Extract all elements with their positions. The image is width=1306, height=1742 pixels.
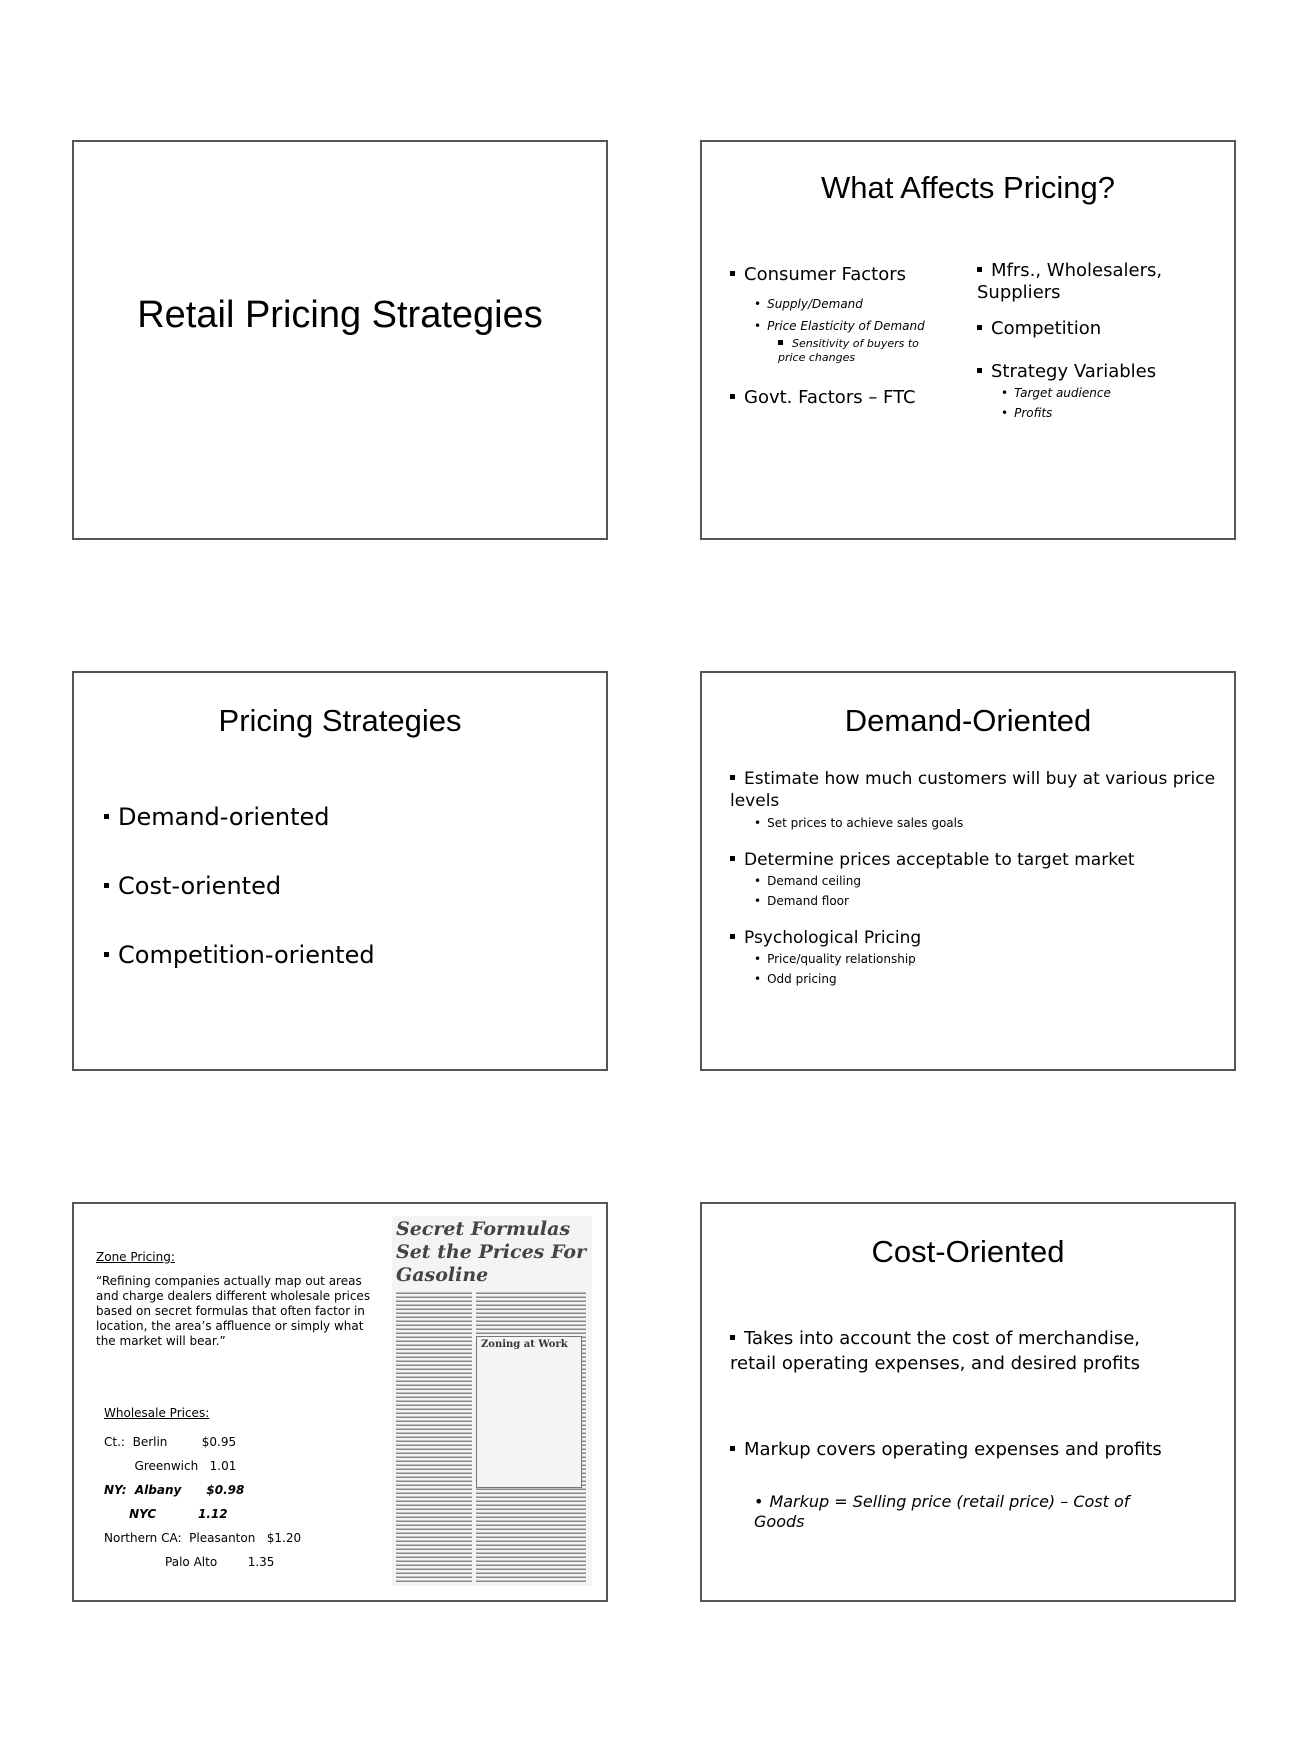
bullet-takes-into-account: Takes into account the cost of merchandise, retail operating expenses, and desired profits (730, 1326, 1170, 1376)
clipping-inset-table (476, 1336, 582, 1488)
sub-sub-bullet-sensitivity: Sensitivity of buyers to price changes (778, 337, 928, 365)
clipping-headline: Secret Formulas Set the Prices For Gasoline (396, 1218, 587, 1286)
slide-demand-oriented (700, 671, 1236, 1071)
zone-pricing-label: Zone Pricing: (96, 1250, 175, 1264)
slide-pricing-strategies (72, 671, 608, 1071)
price-greenwich: 1.01 (209, 1459, 237, 1473)
left-column (730, 264, 965, 408)
slide-title: What Affects Pricing? (820, 170, 1116, 205)
price-row-albany (104, 1478, 404, 1502)
bullet-markup-covers: Markup covers operating expenses and profits (730, 1438, 1170, 1462)
slide-cost-oriented (700, 1202, 1236, 1602)
state-label-ct: Ct.: (104, 1435, 125, 1449)
price-pleasanton: $1.20 (266, 1531, 302, 1545)
city-palo-alto: Palo Alto (165, 1555, 218, 1569)
price-berlin: $0.95 (201, 1435, 237, 1449)
price-row-berlin (104, 1430, 404, 1454)
bullet-list (730, 768, 1220, 986)
sub-bullet-price-elasticity: • Price Elasticity of Demand (754, 319, 965, 333)
bullet-determine-prices: Determine prices acceptable to target market (730, 850, 1220, 870)
slide-title: Retail Pricing Strategies (137, 294, 543, 336)
sub-bullet-target-audience: • Target audience (1001, 386, 1197, 400)
sub-bullet-odd-pricing: • Odd pricing (754, 972, 1220, 986)
bullet-competition-oriented: Competition-oriented (104, 941, 375, 969)
right-column (977, 260, 1197, 420)
bullet-cost-oriented: Cost-oriented (104, 872, 281, 900)
bullet-consumer-factors: Consumer Factors (730, 264, 965, 285)
price-row-pleasanton (104, 1526, 404, 1550)
price-row-greenwich (104, 1454, 404, 1478)
bullet-demand-oriented: Demand-oriented (104, 803, 330, 831)
clipping-inset-title: Zoning at Work (481, 1339, 568, 1350)
city-greenwich: Greenwich (134, 1459, 199, 1473)
bullet-strategy-variables: Strategy Variables (977, 361, 1197, 382)
sub-bullet-price-quality: • Price/quality relationship (754, 952, 1220, 966)
slide-retail-pricing-strategies (72, 140, 608, 540)
city-nyc: NYC (129, 1507, 157, 1521)
sub-bullet-demand-floor: • Demand floor (754, 894, 1220, 908)
slide-title: Pricing Strategies (218, 703, 462, 738)
sub-bullet-markup-formula: • Markup = Selling price (retail price) – Cost of Goods (754, 1492, 1174, 1532)
bullet-estimate: Estimate how much customers will buy at various price levels (730, 768, 1220, 812)
state-label-northern-ca: Northern CA: (104, 1531, 182, 1545)
city-pleasanton: Pleasanton (189, 1531, 256, 1545)
slide-zone-pricing (72, 1202, 608, 1602)
sub-bullet-supply-demand: • Supply/Demand (754, 297, 965, 311)
bullet-psychological-pricing: Psychological Pricing (730, 928, 1220, 948)
slide-title: Demand-Oriented (844, 703, 1092, 738)
bullet-govt-factors: Govt. Factors – FTC (730, 387, 965, 408)
state-label-ny: NY: (104, 1483, 127, 1497)
sub-bullet-profits: • Profits (1001, 406, 1197, 420)
zone-pricing-quote: “Refining companies actually map out areas and charge dealers different wholesale prices based on secret formulas that often factor in location, the area’s affluence or simply what the market will bear.” (96, 1274, 371, 1348)
bullet-competition: Competition (977, 318, 1197, 339)
slide-title: Cost-Oriented (871, 1234, 1065, 1269)
wholesale-price-table (104, 1430, 404, 1574)
sub-bullet-set-prices: • Set prices to achieve sales goals (754, 816, 1220, 830)
city-albany: Albany (134, 1483, 182, 1497)
price-palo-alto: 1.35 (247, 1555, 275, 1569)
city-berlin: Berlin (132, 1435, 168, 1449)
price-row-palo-alto (104, 1550, 404, 1574)
wholesale-prices-label: Wholesale Prices: (104, 1406, 210, 1420)
price-albany: $0.98 (206, 1483, 245, 1497)
bullet-mfrs: Mfrs., Wholesalers, Suppliers (977, 260, 1197, 304)
sub-bullet-demand-ceiling: • Demand ceiling (754, 874, 1220, 888)
price-nyc: 1.12 (197, 1507, 228, 1521)
slide-what-affects-pricing (700, 140, 1236, 540)
price-row-nyc (104, 1502, 404, 1526)
newspaper-clipping-image (392, 1216, 592, 1586)
